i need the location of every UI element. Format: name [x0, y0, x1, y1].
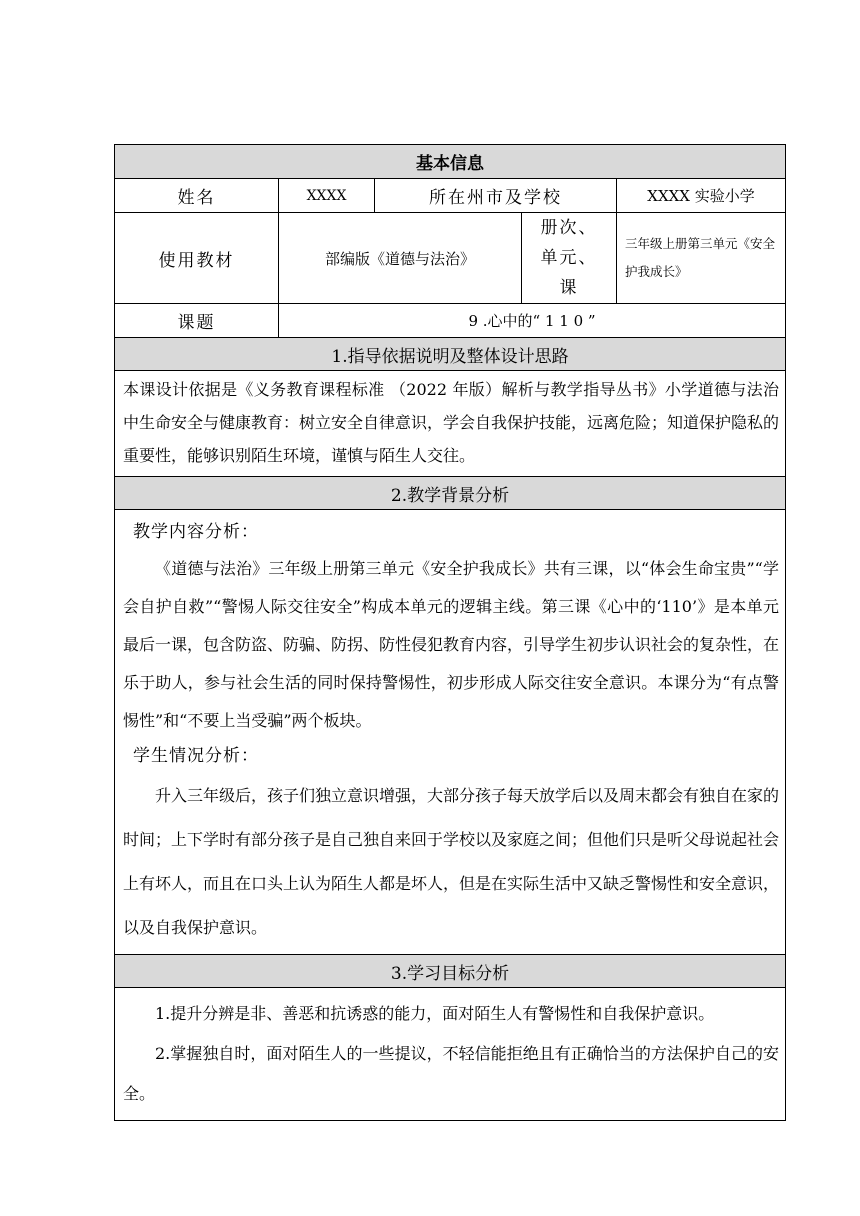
- section1-text: 本课设计依据是《义务教育课程标准 （2022 年版）解析与教学指导丛书》小学道德与法治中生命安全与健康教育：树立安全自律意识，学会自我保护技能，远离危险；知道保护隐私的重要性，能够识别陌生环境，谨慎与陌生人交往。: [115, 371, 786, 477]
- content-analysis-text: 《道德与法治》三年级上册第三单元《安全护我成长》共有三课，以“体会生命宝贵”“学会自护自救”“警惕人际交往安全”构成本单元的逻辑主线。第三课《心中的‘110’》是本单元最后一课，包含防盗、防骗、防拐、防性侵犯教育内容，引导学生初步认识社会的复杂性，在乐于助人，参与社会生活的同时保持警惕性，初步形成人际交往安全意识。本课分为“有点警惕性”和“不要上当受骗”两个板块。: [123, 559, 780, 730]
- topic-label: 课题: [115, 304, 279, 338]
- section2-body: [115, 510, 786, 955]
- section3-heading: 3.学习目标分析: [115, 955, 786, 988]
- basic-info-title: 基本信息: [115, 145, 786, 179]
- lesson-plan-form: [114, 144, 785, 1121]
- content-analysis-title: 教学内容分析：: [133, 522, 259, 542]
- textbook-value: 部编版《道德与法治》: [279, 213, 522, 304]
- student-analysis-title: 学生情况分析：: [133, 746, 259, 766]
- student-analysis-text: 升入三年级后，孩子们独立意识增强，大部分孩子每天放学后以及周末都会有独自在家的时间；上下学时有部分孩子是自己独自来回于学校以及家庭之间；但他们只是听父母说起社会上有坏人，而且在口头上认为陌生人都是坏人，但是在实际生活中又缺乏警惕性和安全意识，以及自我保护意识。: [123, 786, 780, 937]
- goal-2: 2.掌握独自时，面对陌生人的一些提议，不轻信能拒绝且有正确恰当的方法保护自己的安全。: [123, 1044, 780, 1103]
- name-value: XXXX: [279, 179, 375, 213]
- section2-heading: 2.教学背景分析: [115, 477, 786, 510]
- volume-value: 三年级上册第三单元《安全护我成长》: [617, 213, 786, 304]
- school-value: XXXX 实验小学: [617, 179, 786, 213]
- textbook-label: 使用教材: [115, 213, 279, 304]
- section1-heading: 1.指导依据说明及整体设计思路: [115, 338, 786, 371]
- topic-value: 9 .心中的“ 1 1 0 ”: [279, 304, 786, 338]
- section3-body: [115, 988, 786, 1121]
- name-label: 姓名: [115, 179, 279, 213]
- volume-label: 册次、单元、课: [522, 213, 617, 304]
- goal-1: 1.提升分辨是非、善恶和抗诱惑的能力，面对陌生人有警惕性和自我保护意识。: [155, 1004, 715, 1023]
- school-label: 所在州市及学校: [375, 179, 617, 213]
- lesson-plan-table: [114, 144, 786, 1121]
